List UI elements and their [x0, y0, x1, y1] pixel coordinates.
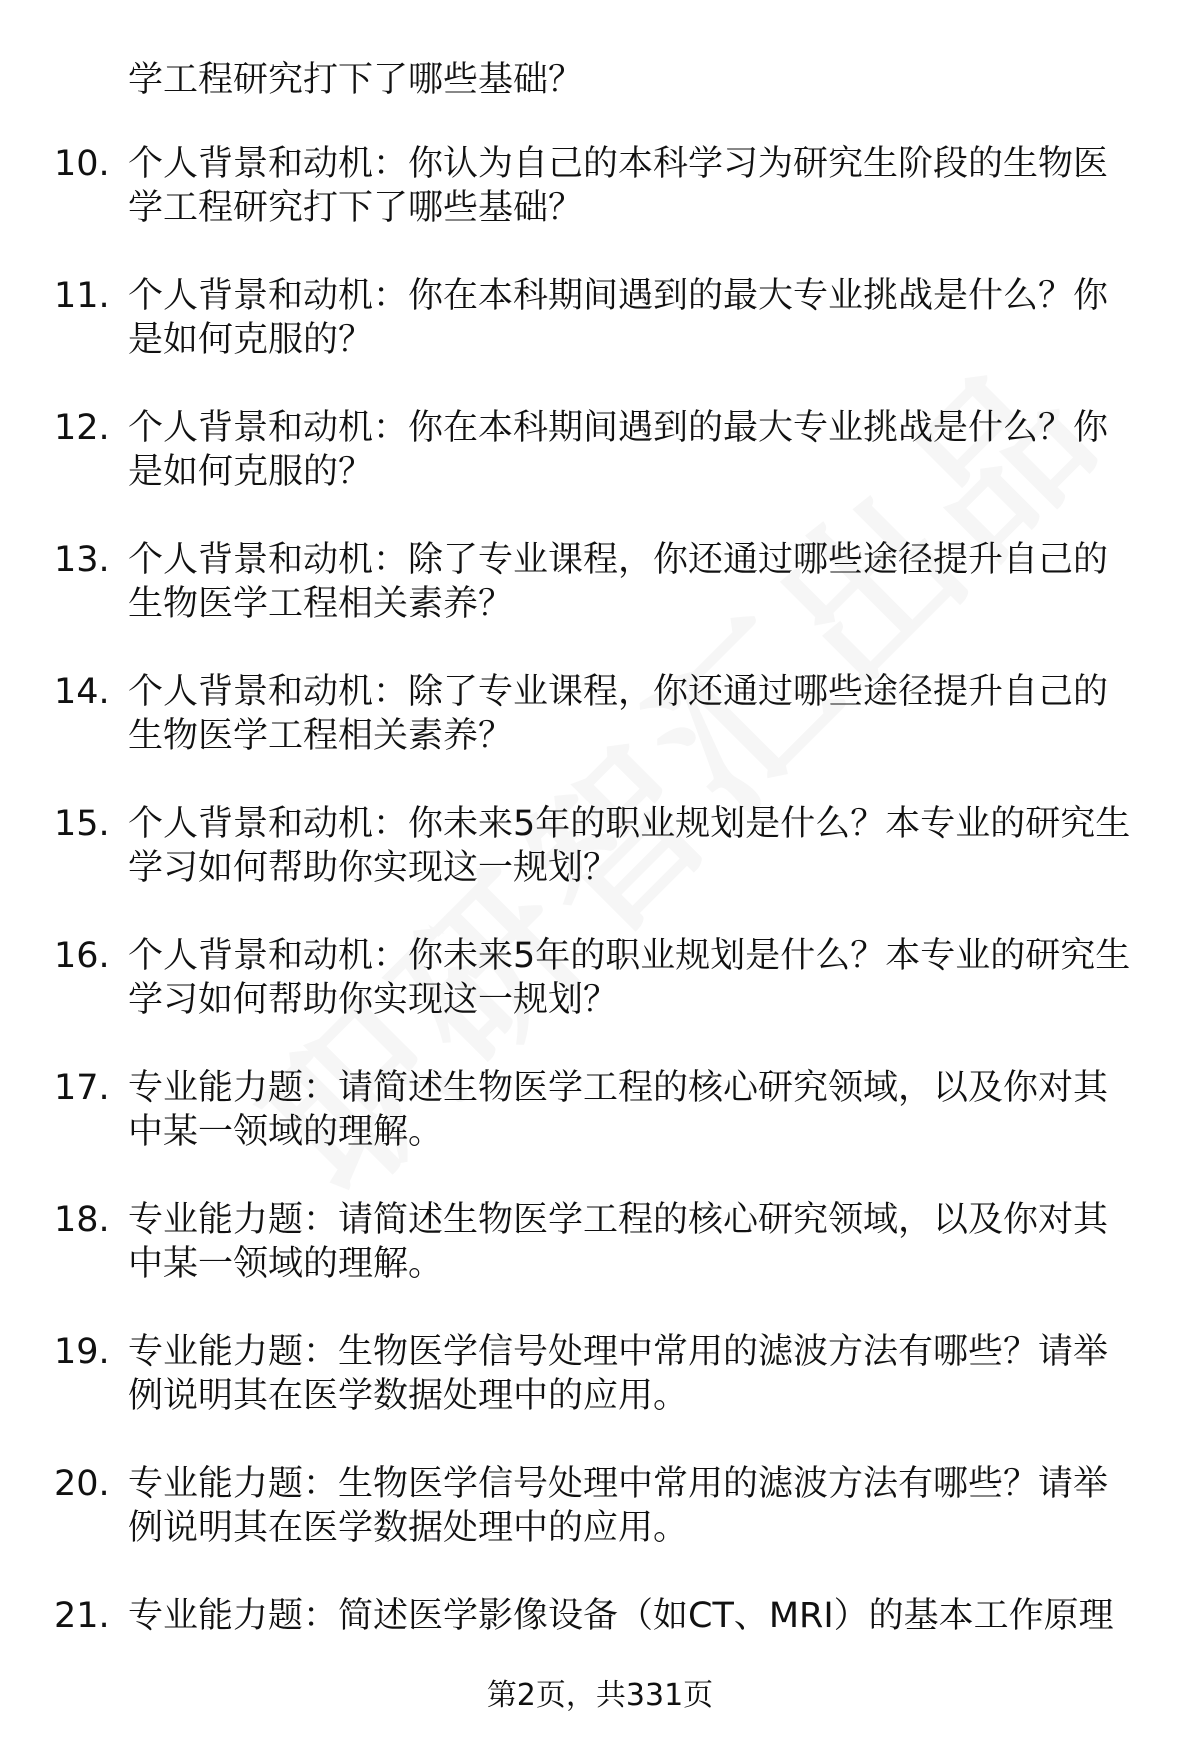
question-number: 11.	[54, 276, 110, 316]
question-number: 12.	[54, 408, 110, 448]
question-number: 19.	[54, 1332, 110, 1372]
question-text-line: 个人背景和动机：你在本科期间遇到的最大专业挑战是什么？你	[128, 408, 1109, 448]
question-text-line: 生物医学工程相关素养？	[128, 716, 514, 756]
question-number: 13.	[54, 540, 110, 580]
question-text-line: 专业能力题：请简述生物医学工程的核心研究领域，以及你对其	[128, 1200, 1109, 1240]
question-text-line: 个人背景和动机：你未来5年的职业规划是什么？本专业的研究生	[128, 804, 1131, 844]
question-text-line: 专业能力题：生物医学信号处理中常用的滤波方法有哪些？请举	[128, 1464, 1109, 1504]
question-number: 14.	[54, 672, 110, 712]
question-text-line: 中某一领域的理解。	[128, 1244, 444, 1284]
question-text-line: 学习如何帮助你实现这一规划？	[128, 848, 619, 888]
question-number: 21.	[54, 1596, 110, 1636]
continuation-line: 学工程研究打下了哪些基础？	[128, 60, 584, 100]
question-text-line: 中某一领域的理解。	[128, 1112, 444, 1152]
question-number: 18.	[54, 1200, 110, 1240]
question-text-line: 生物医学工程相关素养？	[128, 584, 514, 624]
question-number: 17.	[54, 1068, 110, 1108]
question-number: 15.	[54, 804, 110, 844]
question-text-line: 例说明其在医学数据处理中的应用。	[128, 1376, 689, 1416]
page-footer: 第2页，共331页	[486, 1678, 714, 1713]
question-text-line: 专业能力题：生物医学信号处理中常用的滤波方法有哪些？请举	[128, 1332, 1109, 1372]
question-text-line: 学习如何帮助你实现这一规划？	[128, 980, 619, 1020]
question-text-line: 个人背景和动机：你未来5年的职业规划是什么？本专业的研究生	[128, 936, 1131, 976]
question-text-line: 例说明其在医学数据处理中的应用。	[128, 1508, 689, 1548]
question-text-line: 专业能力题：简述医学影像设备（如CT、MRI）的基本工作原理	[128, 1596, 1114, 1636]
question-text-line: 是如何克服的？	[128, 452, 374, 492]
question-text-line: 个人背景和动机：你在本科期间遇到的最大专业挑战是什么？你	[128, 276, 1109, 316]
question-text-line: 个人背景和动机：除了专业课程，你还通过哪些途径提升自己的	[128, 540, 1109, 580]
question-number: 10.	[54, 144, 110, 184]
question-text-line: 个人背景和动机：除了专业课程，你还通过哪些途径提升自己的	[128, 672, 1109, 712]
question-text-line: 学工程研究打下了哪些基础？	[128, 188, 584, 228]
question-text-line: 专业能力题：请简述生物医学工程的核心研究领域，以及你对其	[128, 1068, 1109, 1108]
question-number: 16.	[54, 936, 110, 976]
question-number: 20.	[54, 1464, 110, 1504]
question-text-line: 个人背景和动机：你认为自己的本科学习为研究生阶段的生物医	[128, 144, 1109, 184]
question-text-line: 是如何克服的？	[128, 320, 374, 360]
